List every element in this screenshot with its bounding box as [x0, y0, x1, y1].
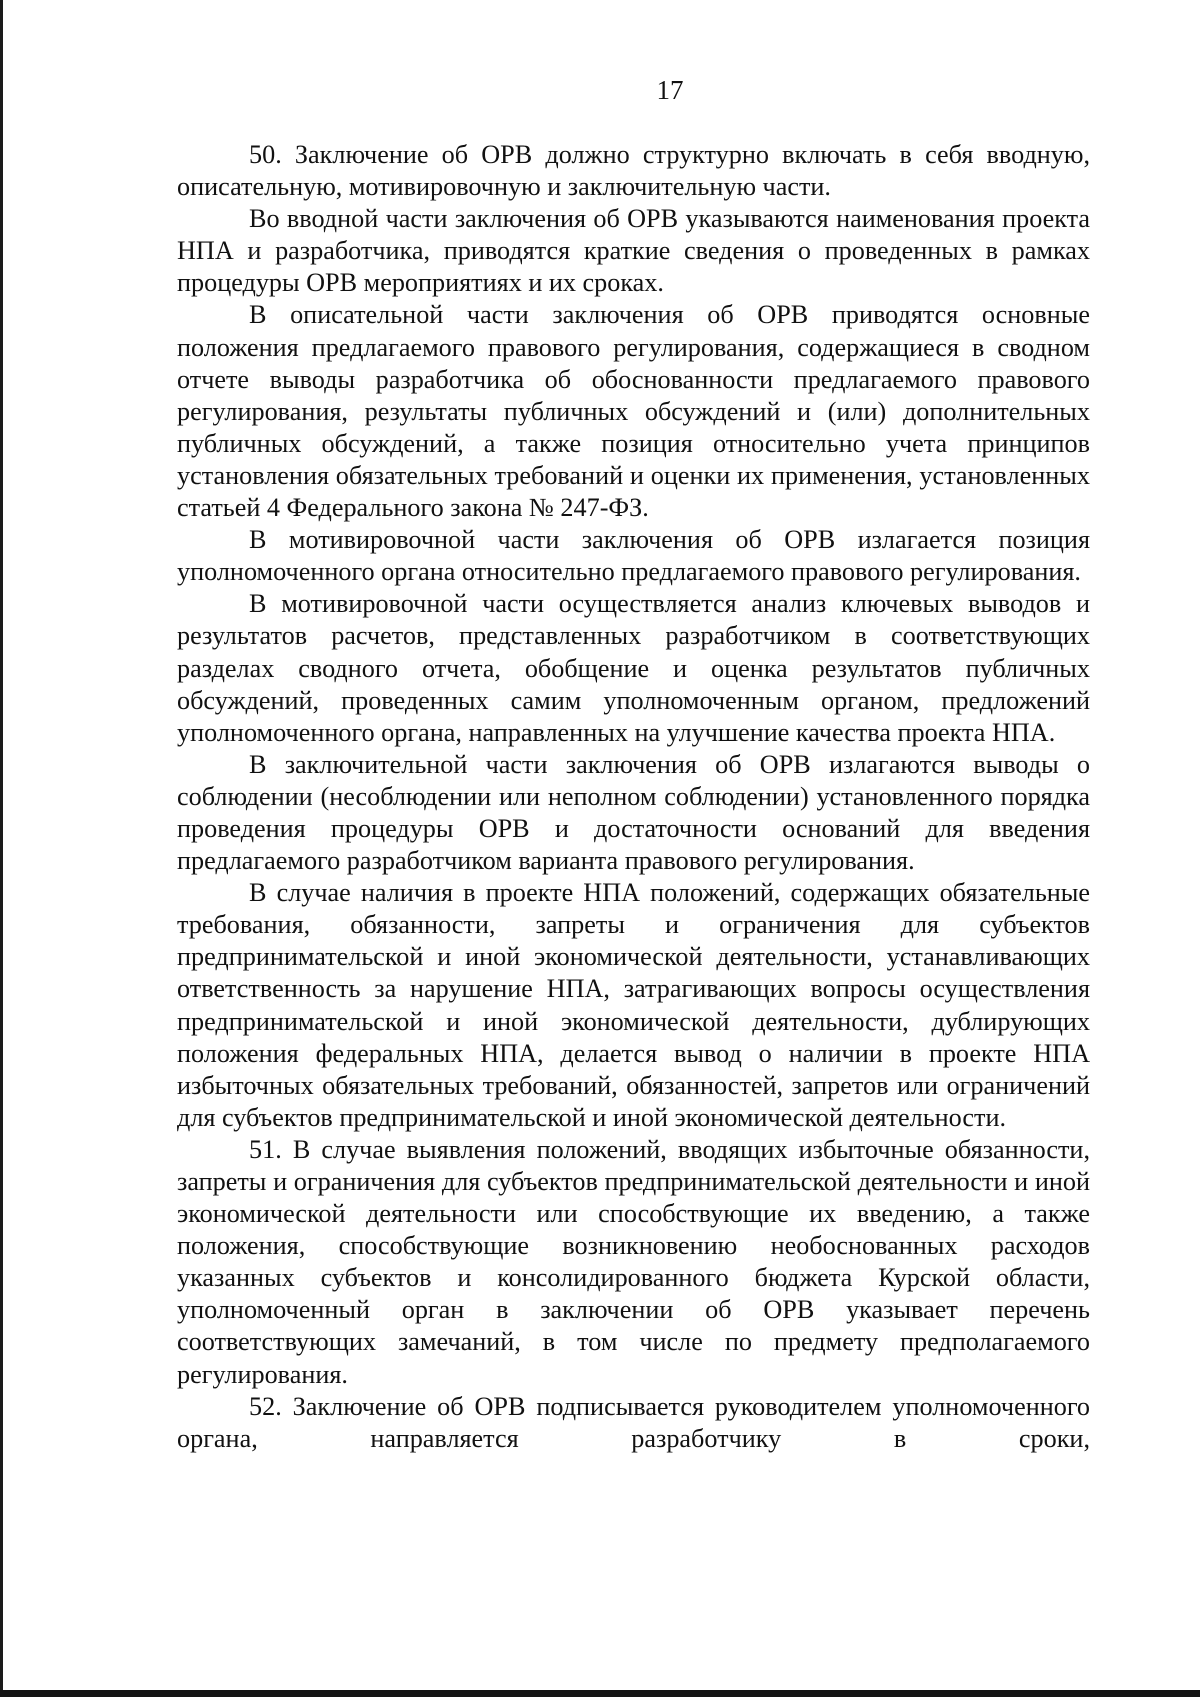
paragraph-motivational-analysis: В мотивировочной части осуществляется анализ ключевых выводов и результатов расчетов, представленных разработчиком в соответствующих разделах сводного отчета, обобщение и оценка результатов публичных обсуждений, проведенных самим уполномоченным органом, предложений уполномоченного органа, направленных на улучшение качества проекта НПА.: [177, 589, 1090, 747]
paragraph-51: 51. В случае выявления положений, вводящих избыточные обязанности, запреты и ограничения для субъектов предпринимательской деятельности и иной экономической деятельности или способствующие их введению, а также положения, способствующие возникновению необоснованных расходов указанных субъектов и консолидированного бюджета Курской области, уполномоченный орган в заключении об ОРВ указывает перечень соответствующих замечаний, в том числе по предмету предполагаемого регулирования.: [177, 1134, 1090, 1389]
paragraph-intro-part: Во вводной части заключения об ОРВ указываются наименования проекта НПА и разработчика, приводятся краткие сведения о проведенных в рамках процедуры ОРВ мероприятиях и их сроках.: [177, 204, 1090, 298]
paragraph-52: 52. Заключение об ОРВ подписывается руководителем уполномоченного органа, направляется разработчику в сроки,: [177, 1391, 1090, 1453]
paragraph-excessive-requirements: В случае наличия в проекте НПА положений, содержащих обязательные требования, обязанности, запреты и ограничения для субъектов предпринимательской и иной экономической деятельности, устанавливающих ответственность за нарушение НПА, затрагивающих вопросы осуществления предпринимательской и иной экономической деятельности, дублирующих положения федеральных НПА, делается вывод о наличии в проекте НПА избыточных обязательных требований, обязанностей, запретов или ограничений для субъектов предпринимательской и иной экономической деятельности.: [177, 878, 1090, 1132]
scan-edge-left: [0, 0, 3, 1697]
document-body: [177, 139, 1090, 1455]
paragraph-motivational-part: В мотивировочной части заключения об ОРВ излагается позиция уполномоченного органа относительно предлагаемого правового регулирования.: [177, 525, 1090, 587]
paragraph-descriptive-part: В описательной части заключения об ОРВ приводятся основные положения предлагаемого правового регулирования, содержащиеся в сводном отчете выводы разработчика об обоснованности предлагаемого правового регулирования, результаты публичных обсуждений и (или) дополнительных публичных обсуждений, а также позиция относительно учета принципов установления обязательных требований и оценки их применения, установленных статьей 4 Федерального закона № 247-ФЗ.: [177, 300, 1090, 523]
paragraph-final-part: В заключительной части заключения об ОРВ излагаются выводы о соблюдении (несоблюдении или неполном соблюдении) установленного порядка проведения процедуры ОРВ и достаточности оснований для введения предлагаемого разработчиком варианта правового регулирования.: [177, 749, 1090, 876]
scan-edge-bottom: [0, 1690, 1200, 1697]
paragraph-50: 50. Заключение об ОРВ должно структурно включать в себя вводную, описательную, мотивировочную и заключительную части.: [177, 140, 1090, 202]
page-number: 17: [656, 75, 684, 105]
